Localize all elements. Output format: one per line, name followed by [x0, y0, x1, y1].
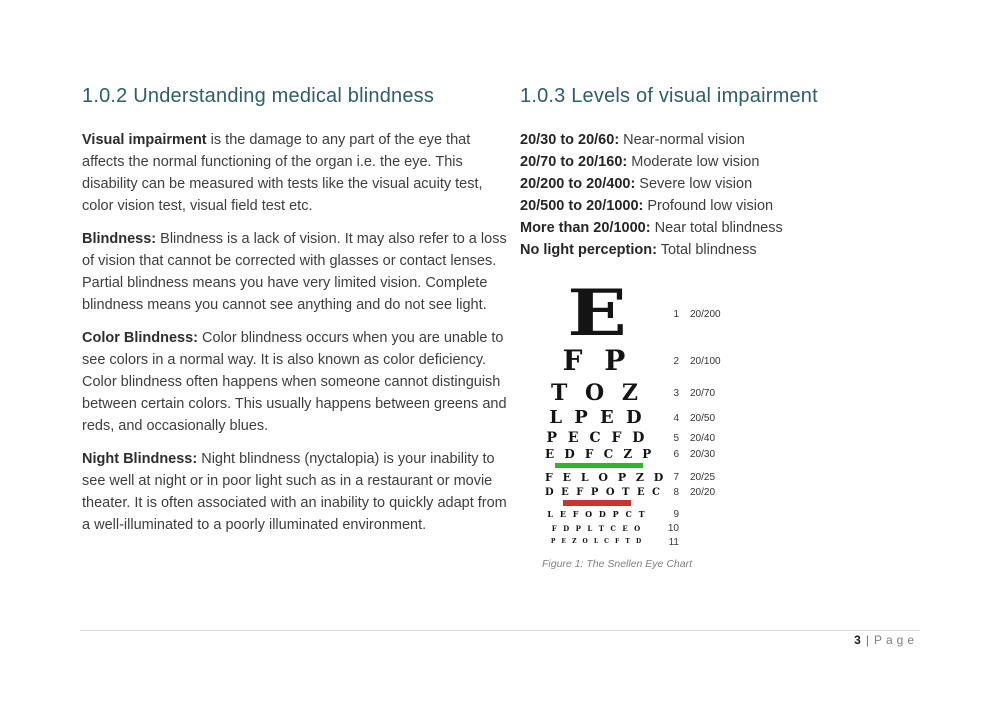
snellen-eye-chart-figure: [520, 276, 932, 570]
snellen-acuity: 20/100: [690, 355, 721, 367]
level-range: 20/200 to 20/400:: [520, 176, 636, 192]
level-label: Near-normal vision: [619, 132, 745, 148]
snellen-letters: T O Z: [551, 380, 643, 406]
vision-level-item: [520, 151, 932, 173]
snellen-row-number: 11: [668, 536, 679, 548]
snellen-row: [545, 447, 735, 461]
page-number: 3: [854, 633, 861, 647]
snellen-row: [545, 536, 735, 548]
snellen-acuity: 20/200: [690, 308, 721, 320]
snellen-row-number: 3: [673, 387, 679, 399]
snellen-row: [545, 470, 735, 484]
level-range: No light perception:: [520, 242, 657, 258]
snellen-row: [545, 408, 735, 428]
level-label: Profound low vision: [643, 198, 774, 214]
snellen-row-number: 7: [673, 471, 679, 483]
page-number-separator: |: [865, 633, 869, 647]
snellen-letters: F E L O P Z D: [545, 470, 667, 484]
vision-level-item: [520, 129, 932, 151]
snellen-row-number: 9: [673, 508, 679, 520]
paragraph-visual-impairment: [82, 129, 512, 217]
paragraph-blindness: [82, 228, 512, 316]
snellen-row-number: 4: [673, 412, 679, 424]
vision-levels-list: [520, 129, 932, 261]
snellen-row: [545, 430, 735, 446]
paragraph-night-blindness: [82, 448, 512, 536]
red-underline-bar: [563, 500, 631, 506]
paragraph-lead: Blindness:: [82, 231, 157, 247]
snellen-row: [545, 380, 735, 406]
green-underline-bar: [555, 463, 643, 468]
page-number-footer: [80, 633, 918, 647]
snellen-acuity: 20/30: [690, 448, 716, 460]
snellen-letters: L P E D: [549, 407, 645, 428]
snellen-row: [545, 486, 735, 499]
snellen-letters: F D P L T C E O: [551, 523, 643, 533]
level-range: 20/500 to 20/1000:: [520, 198, 644, 214]
figure-caption: Figure 1: The Snellen Eye Chart: [542, 558, 692, 570]
snellen-letters: E: [567, 276, 627, 351]
snellen-row-number: 2: [673, 355, 679, 367]
level-label: Near total blindness: [650, 220, 783, 236]
paragraph-color-blindness: [82, 327, 512, 437]
level-label: Severe low vision: [635, 176, 753, 192]
left-column: [82, 84, 512, 547]
paragraph-text: Blindness is a lack of vision. It may also refer to a loss of vision that cannot be corrected with glasses or contact lenses. Partial blindness means you have very limited vision. Complete blindness means you cannot see anything and do not see light.: [82, 231, 507, 313]
snellen-row-number: 6: [673, 448, 679, 460]
paragraph-text: Night blindness (nyctalopia) is your inability to see well at night or in poor light such as in a restaurant or movie theater. It is often associated with an inability to quickly adapt from a well-illuminated to a poorly illuminated environment.: [82, 451, 507, 533]
level-range: 20/30 to 20/60:: [520, 132, 620, 148]
section-heading-levels: 1.0.3 Levels of visual impairment: [520, 85, 818, 107]
snellen-row: [545, 346, 735, 376]
paragraph-lead: Visual impairment: [82, 132, 207, 148]
snellen-acuity: 20/40: [690, 432, 716, 444]
paragraph-lead: Night Blindness:: [82, 451, 198, 467]
level-range: 20/70 to 20/160:: [520, 154, 628, 170]
snellen-row: [545, 522, 735, 534]
snellen-row: [545, 508, 735, 520]
snellen-letters: D E F P O T E C: [545, 486, 663, 498]
footer-divider: [80, 630, 920, 631]
vision-level-item: [520, 239, 932, 261]
level-label: Moderate low vision: [627, 154, 760, 170]
snellen-acuity: 20/20: [690, 487, 716, 498]
snellen-letters: P E Z O L C F T D: [550, 538, 644, 545]
level-range: More than 20/1000:: [520, 220, 651, 236]
snellen-row-number: 5: [673, 432, 679, 444]
snellen-row-number: 10: [667, 522, 679, 534]
snellen-row: [545, 276, 735, 351]
snellen-acuity: 20/70: [690, 387, 716, 399]
snellen-letters: L E F O D P C T: [547, 509, 647, 519]
snellen-eye-chart: [545, 276, 735, 551]
snellen-letters: P E C F D: [546, 430, 648, 446]
level-label: Total blindness: [656, 242, 757, 258]
vision-level-item: [520, 195, 932, 217]
paragraph-lead: Color Blindness:: [82, 330, 199, 346]
snellen-row-number: 1: [673, 308, 679, 320]
vision-level-item: [520, 173, 932, 195]
snellen-acuity: 20/50: [690, 412, 716, 424]
page-word: Page: [873, 633, 918, 647]
snellen-row-number: 8: [673, 487, 679, 498]
right-column: [520, 84, 932, 570]
paragraph-text: Color blindness occurs when you are unable to see colors in a normal way. It is also known as color deficiency. Color blindness often happens when someone cannot distinguish between certain colors. This usually happens between greens and reds, and occasionally blues.: [82, 330, 507, 434]
section-heading-medical-blindness: 1.0.2 Understanding medical blindness: [82, 85, 435, 107]
snellen-letters: E D F C Z P: [545, 447, 655, 461]
snellen-acuity: 20/25: [690, 471, 716, 483]
snellen-letters: F P: [562, 344, 632, 377]
paragraph-text: is the damage to any part of the eye that affects the normal functioning of the organ i.e. the eye. This disability can be measured with tests like the visual acuity test, color vision test, visual field test etc.: [82, 132, 483, 214]
vision-level-item: [520, 217, 932, 239]
